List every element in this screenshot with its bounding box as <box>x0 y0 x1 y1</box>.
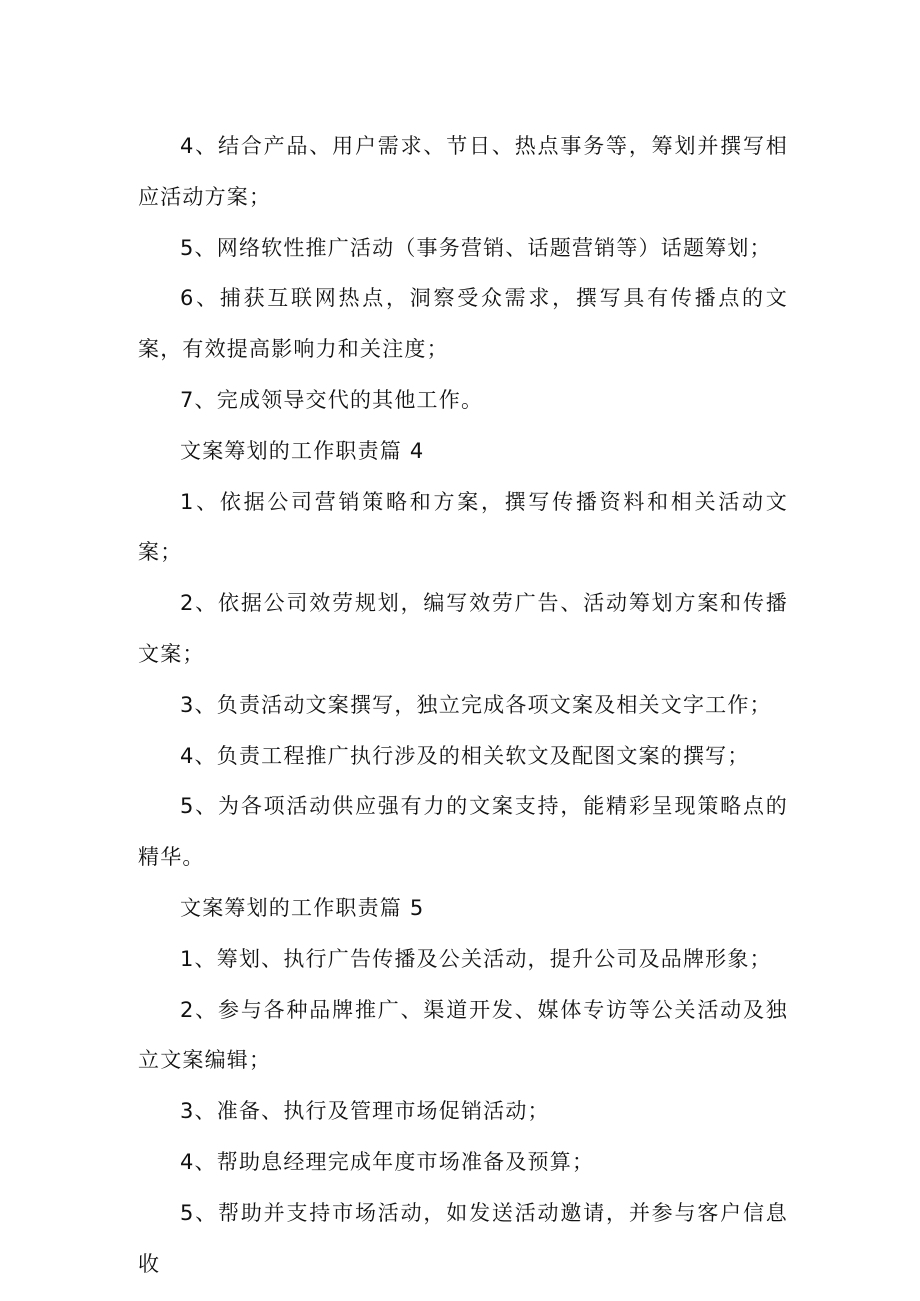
paragraph: 1、依据公司营销策略和方案，撰写传播资料和相关活动文案； <box>138 489 788 565</box>
section-heading: 文案筹划的工作职责篇 4 <box>180 438 425 463</box>
paragraph: 4、结合产品、用户需求、节日、热点事务等，筹划并撰写相应活动方案； <box>138 134 788 209</box>
paragraph: 4、负责工程推广执行涉及的相关软文及配图文案的撰写； <box>180 743 750 768</box>
paragraph: 5、帮助并支持市场活动，如发送活动邀请，并参与客户信息收 <box>138 1200 788 1276</box>
document-body <box>138 121 788 1289</box>
paragraph: 2、依据公司效劳规划，编写效劳广告、活动筹划方案和传播文案； <box>138 591 788 666</box>
paragraph: 4、帮助息经理完成年度市场准备及预算； <box>180 1149 595 1174</box>
paragraph: 6、捕获互联网热点，洞察受众需求，撰写具有传播点的文案，有效提高影响力和关注度； <box>138 286 788 362</box>
paragraph: 3、负责活动文案撰写，独立完成各项文案及相关文字工作； <box>180 692 772 717</box>
paragraph: 7、完成领导交代的其他工作。 <box>180 387 484 412</box>
paragraph: 5、为各项活动供应强有力的文案支持，能精彩呈现策略点的精华。 <box>138 794 788 870</box>
paragraph: 3、准备、执行及管理市场促销活动； <box>180 1099 550 1124</box>
section-heading: 文案筹划的工作职责篇 5 <box>180 895 425 920</box>
paragraph: 2、参与各种品牌推广、渠道开发、媒体专访等公关活动及独立文案编辑； <box>138 997 788 1073</box>
paragraph: 5、网络软性推广活动（事务营销、话题营销等）话题筹划； <box>180 235 772 260</box>
paragraph: 1、筹划、执行广告传播及公关活动，提升公司及品牌形象； <box>180 946 772 971</box>
